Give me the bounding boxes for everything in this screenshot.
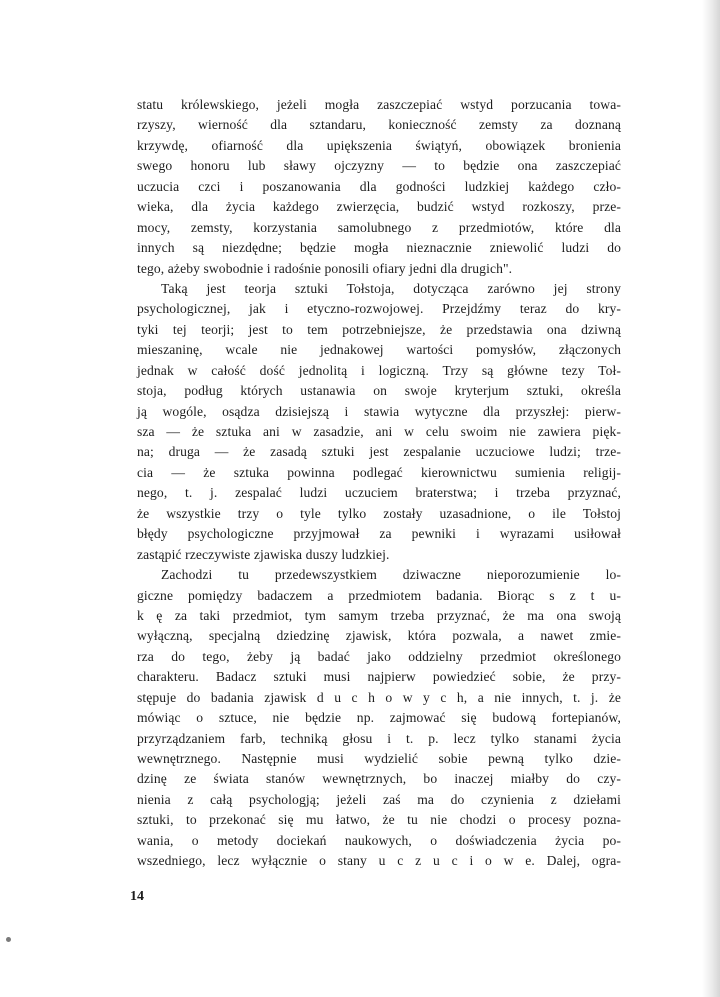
- text-line: nienia z całą psychologją; jeżeli zaś ma do czynienia z dziełami: [137, 791, 621, 807]
- text-line: na; druga — że zasadą sztuki jest zespalanie uczuciowe ludzi; trze-: [137, 444, 621, 460]
- text-line: że wszystkie trzy o tyle tylko zostały uzasadnione, o ile Tołstoj: [137, 505, 621, 521]
- text-line: wszedniego, lecz wyłącznie o stany u c z u c i o w e. Dalej, ogra-: [137, 853, 621, 869]
- text-line: swego honoru lub sławy ojczyzny — to będzie ona zaszczepiać: [137, 158, 621, 174]
- text-line: dzinę ze świata stanów wewnętrznych, bo inaczej miałby do czy-: [137, 771, 621, 787]
- text-line: wyłączną, specjalną dziedzinę zjawisk, która pozwala, a nawet zmie-: [137, 628, 621, 644]
- text-line: wieka, dla życia każdego zwierzęcia, budzić wstyd rozkoszy, prze-: [137, 199, 621, 215]
- text-line: statu królewskiego, jeżeli mogła zaszczepiać wstyd porzucania towa-: [137, 97, 621, 112]
- paragraph-first-line: Taką jest teorja sztuki Tołstoja, dotycząca zarówno jej strony: [161, 280, 621, 296]
- text-line: innych są niezdędne; będzie mogła nieznacznie zniewolić ludzi do: [137, 240, 621, 256]
- text-line: mieszaninę, wcale nie jednakowej wartości pomysłów, złączonych: [137, 342, 621, 358]
- text-line: giczne pomiędzy badaczem a przedmiotem badania. Biorąc s z t u-: [137, 587, 621, 603]
- body-text: [137, 95, 621, 872]
- text-line: mówiąc o sztuce, nie będzie np. zajmować się budową fortepianów,: [137, 710, 621, 726]
- text-line: rza do tego, żeby ją badać jako oddzielny przedmiot określonego: [137, 648, 621, 664]
- text-line: wania, o metody dociekań naukowych, o doświadczenia życia po-: [137, 832, 621, 848]
- text-line: psychologicznej, jak i etyczno-rozwojowej. Przejdźmy teraz do kry-: [137, 301, 621, 317]
- text-line: rzyszy, wierność dla sztandaru, konieczność zemsty za doznaną: [137, 117, 621, 133]
- paragraph-end-line: zastąpić rzeczywiste zjawiska duszy ludzkiej.: [137, 546, 390, 562]
- page-edge-shadow: [702, 0, 720, 997]
- text-line: jednak w całość dość jednolitą i logiczną. Trzy są główne tezy Toł-: [137, 362, 621, 378]
- margin-speck: [6, 937, 11, 942]
- text-line: stępuje do badania zjawisk d u c h o w y c h, a nie innych, t. j. że: [137, 689, 621, 705]
- text-line: sztuki, to przekonać się mu łatwo, że tu nie chodzi o procesy pozna-: [137, 812, 621, 828]
- text-line: krzywdę, ofiarność dla upiększenia świątyń, obowiązek bronienia: [137, 137, 621, 153]
- text-line: błędy psychologiczne przyjmował za pewniki i wyrazami usiłował: [137, 526, 621, 542]
- text-line: cia — że sztuka powinna podlegać kierownictwu sumienia religij-: [137, 464, 621, 480]
- text-line: stoja, podług których ustanawia on swoje kryterjum sztuki, określa: [137, 383, 621, 399]
- text-line: uczucia czci i poszanowania dla godności ludzkiej każdego czło-: [137, 178, 621, 194]
- text-line: wewnętrznego. Następnie musi wydzielić sobie pewną tylko dzie-: [137, 751, 621, 766]
- text-line: mocy, zemsty, korzystania samolubnego z przedmiotów, które dla: [137, 219, 621, 235]
- text-line: nego, t. j. zespalać ludzi uczuciem braterstwa; i trzeba przyznać,: [137, 485, 621, 501]
- paragraph-end-line: tego, ażeby swobodnie i radośnie ponosili ofiary jedni dla drugich".: [137, 260, 513, 276]
- text-line: charakteru. Badacz sztuki musi najpierw powiedzieć sobie, że przy-: [137, 669, 621, 685]
- text-line: k ę za taki przedmiot, tym samym trzeba przyznać, że ma ona swoją: [137, 607, 621, 623]
- text-line: sza — że sztuka ani w zasadzie, ani w celu swoim nie zawiera pięk-: [137, 424, 621, 439]
- text-line: przyrządzaniem farb, techniką głosu i t. p. lecz tylko stanami życia: [137, 730, 621, 746]
- text-line: tyki tej teorji; jest to tem potrzebniejsze, że przedstawia ona dziwną: [137, 321, 621, 337]
- page-number: 14: [130, 889, 144, 904]
- paragraph-first-line: Zachodzi tu przedewszystkiem dziwaczne nieporozumienie lo-: [161, 567, 621, 583]
- text-line: ją wogóle, osądza dzisiejszą i stawia wytyczne dla przyszłej: pierw-: [137, 403, 621, 419]
